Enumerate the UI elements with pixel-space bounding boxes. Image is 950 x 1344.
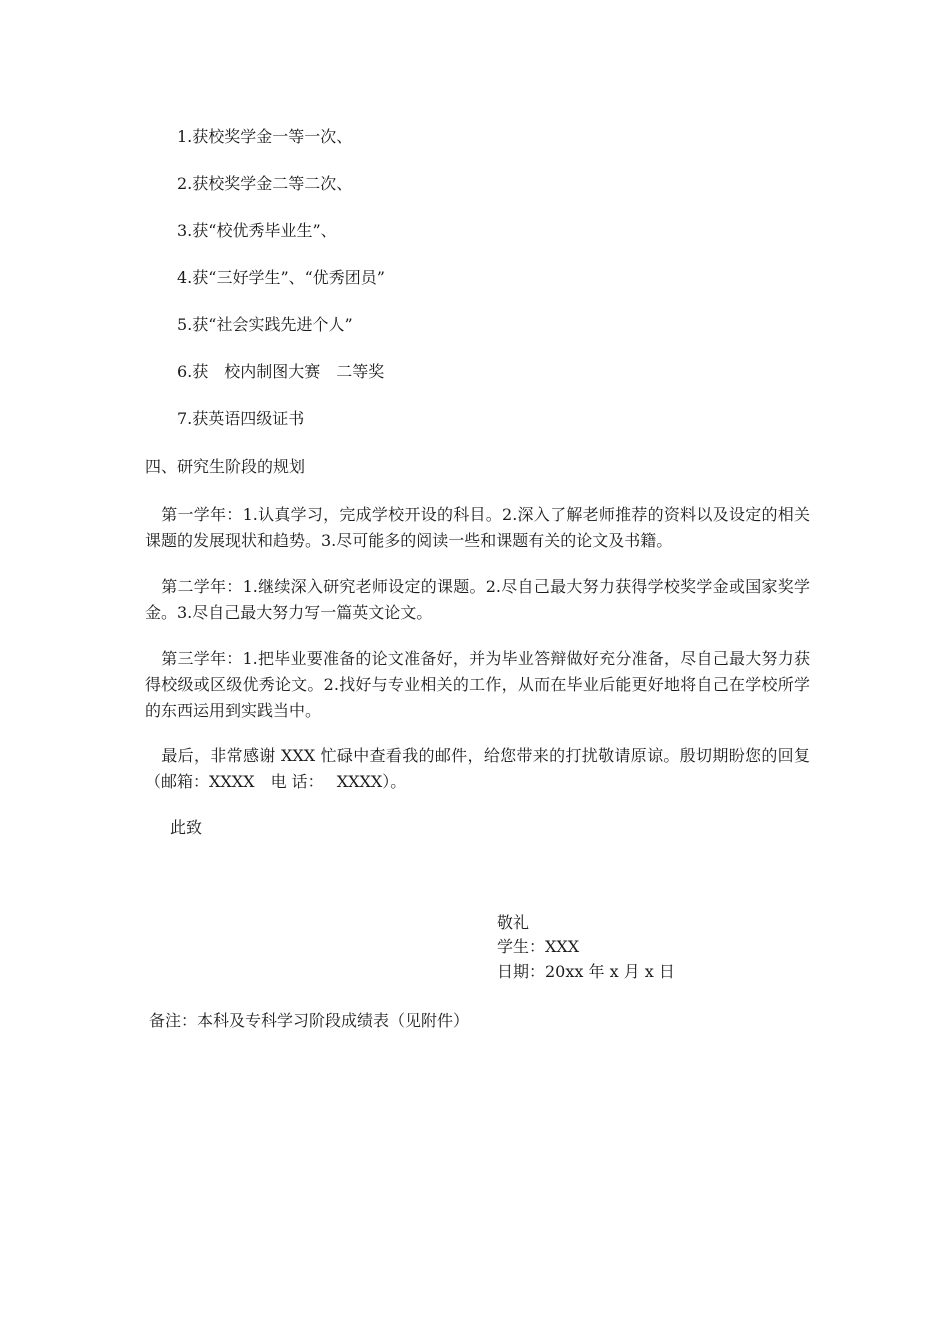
signature-date: 日期：20xx 年 x 月 x 日 bbox=[497, 962, 675, 981]
award-item-2: 2.获校奖学金二等二次、 bbox=[177, 174, 353, 193]
closing-thanks: 最后，非常感谢 XXX 忙碌中查看我的邮件，给您带来的打扰敬请原谅。殷切期盼您的回复（邮箱：XXXX 电 话： XXXX）。 bbox=[145, 746, 810, 791]
award-item-7: 7.获英语四级证书 bbox=[177, 409, 305, 428]
signature-regards: 敬礼 bbox=[497, 913, 530, 932]
award-item-5: 5.获“社会实践先进个人” bbox=[177, 315, 353, 334]
award-item-1: 1.获校奖学金一等一次、 bbox=[177, 127, 353, 146]
closing-salutation: 此致 bbox=[170, 818, 203, 837]
award-item-4: 4.获“三好学生”、“优秀团员” bbox=[177, 268, 385, 287]
plan-year-1: 第一学年：1.认真学习，完成学校开设的科目。2.深入了解老师推荐的资料以及设定的相关课题的发展现状和趋势。3.尽可能多的阅读一些和课题有关的论文及书籍。 bbox=[145, 505, 810, 550]
plan-year-2: 第二学年：1.继续深入研究老师设定的课题。2.尽自己最大努力获得学校奖学金或国家奖学金。3.尽自己最大努力写一篇英文论文。 bbox=[145, 577, 810, 622]
award-item-6: 6.获 校内制图大赛 二等奖 bbox=[177, 362, 385, 381]
signature-student: 学生：XXX bbox=[497, 937, 580, 956]
award-item-3: 3.获“校优秀毕业生”、 bbox=[177, 221, 337, 240]
plan-year-3: 第三学年：1.把毕业要准备的论文准备好，并为毕业答辩做好充分准备，尽自己最大努力获得校级或区级优秀论文。2.找好与专业相关的工作，从而在毕业后能更好地将自己在学校所学的东西运用到实践当中。 bbox=[145, 649, 810, 720]
attachment-note: 备注：本科及专科学习阶段成绩表（见附件） bbox=[149, 1011, 470, 1030]
section-heading-plan: 四、研究生阶段的规划 bbox=[145, 457, 306, 476]
